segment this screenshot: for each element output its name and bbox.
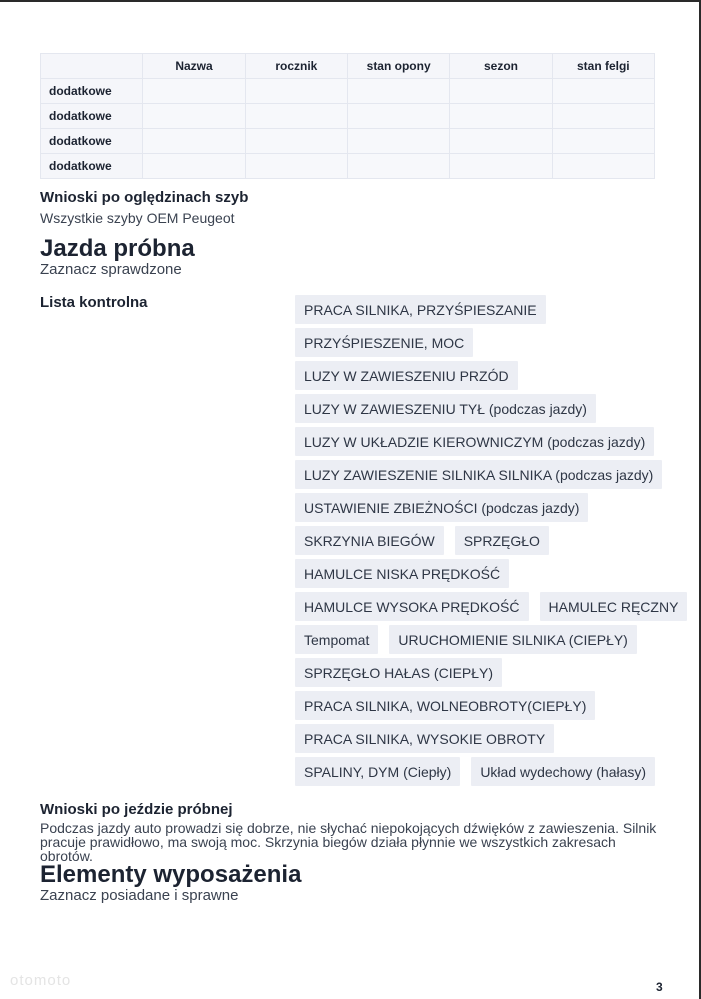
equipment-subtitle: Zaznacz posiadane i sprawne: [40, 887, 239, 904]
checklist-row: [295, 427, 665, 456]
checklist-item[interactable]: URUCHOMIENIE SILNIKA (CIEPŁY): [389, 625, 637, 654]
page-number: 3: [656, 980, 663, 994]
checklist-row: [295, 559, 665, 588]
checklist-row: [295, 295, 665, 324]
table-cell: [552, 79, 654, 104]
checklist-item[interactable]: Tempomat: [295, 625, 378, 654]
table-cell: [143, 129, 245, 154]
checklist-item[interactable]: PRACA SILNIKA, WYSOKIE OBROTY: [295, 724, 554, 753]
checklist-row: [295, 361, 665, 390]
checklist: [295, 295, 679, 790]
checklist-item[interactable]: LUZY ZAWIESZENIE SILNIKA SILNIKA (podczas jazdy): [295, 460, 662, 489]
checklist-item[interactable]: PRZYŚPIESZENIE, MOC: [295, 328, 473, 357]
checklist-row: [295, 526, 665, 555]
table-cell: [347, 129, 449, 154]
page-border-top: [0, 0, 701, 2]
tires-table-row-label: dodatkowe: [41, 104, 143, 129]
checklist-row: [295, 625, 665, 654]
table-cell: [143, 104, 245, 129]
checklist-row: [295, 328, 665, 357]
table-row: [41, 154, 655, 179]
checklist-row: [295, 394, 665, 423]
checklist-item[interactable]: SPRZĘGŁO: [455, 526, 549, 555]
table-cell: [450, 104, 552, 129]
checklist-item[interactable]: SPRZĘGŁO HAŁAS (CIEPŁY): [295, 658, 502, 687]
windows-conclusions-text: Wszystkie szyby OEM Peugeot: [40, 210, 235, 226]
checklist-item[interactable]: SPALINY, DYM (Ciepły): [295, 757, 460, 786]
checklist-item[interactable]: LUZY W ZAWIESZENIU PRZÓD: [295, 361, 518, 390]
tires-table-header-row: [41, 54, 655, 79]
checklist-label: Lista kontrolna: [40, 294, 148, 311]
checklist-item[interactable]: HAMULEC RĘCZNY: [540, 592, 688, 621]
table-cell: [245, 79, 347, 104]
table-cell: [552, 129, 654, 154]
watermark-logo: otomoto: [10, 972, 72, 989]
tires-table-header-corner: [41, 54, 143, 79]
checklist-item[interactable]: HAMULCE WYSOKA PRĘDKOŚĆ: [295, 592, 529, 621]
table-cell: [143, 79, 245, 104]
checklist-row: [295, 493, 665, 522]
checklist-row: [295, 592, 679, 621]
table-cell: [245, 104, 347, 129]
checklist-item[interactable]: SKRZYNIA BIEGÓW: [295, 526, 444, 555]
table-row: [41, 129, 655, 154]
table-cell: [143, 154, 245, 179]
test-drive-title: Jazda próbna: [40, 235, 195, 262]
table-cell: [450, 79, 552, 104]
table-cell: [347, 79, 449, 104]
tires-table-header-year: rocznik: [245, 54, 347, 79]
table-cell: [450, 129, 552, 154]
table-cell: [552, 104, 654, 129]
checklist-row: [295, 757, 665, 786]
tires-table: [40, 53, 655, 179]
windows-conclusions-title: Wnioski po oględzinach szyb: [40, 189, 249, 206]
table-cell: [347, 154, 449, 179]
tires-table-header-season: sezon: [450, 54, 552, 79]
table-cell: [245, 154, 347, 179]
tires-table-header-rim-condition: stan felgi: [552, 54, 654, 79]
checklist-row: [295, 691, 665, 720]
table-cell: [347, 104, 449, 129]
drive-conclusions-text: Podczas jazdy auto prowadzi się dobrze, nie słychać niepokojących dźwięków z zawieszenia. Silnik pracuje prawidłowo, ma swoją moc. Skrzynia biegów działa płynnie we wszystkich zakresach obrotów.: [40, 820, 657, 864]
table-row: [41, 104, 655, 129]
checklist-item[interactable]: USTAWIENIE ZBIEŻNOŚCI (podczas jazdy): [295, 493, 588, 522]
tires-table-header-name: Nazwa: [143, 54, 245, 79]
tires-table-row-label: dodatkowe: [41, 79, 143, 104]
tires-table-row-label: dodatkowe: [41, 129, 143, 154]
checklist-item[interactable]: PRACA SILNIKA, PRZYŚPIESZANIE: [295, 295, 546, 324]
checklist-row: [295, 724, 665, 753]
tires-table-header-tire-condition: stan opony: [347, 54, 449, 79]
checklist-item[interactable]: HAMULCE NISKA PRĘDKOŚĆ: [295, 559, 509, 588]
checklist-item[interactable]: LUZY W UKŁADZIE KIEROWNICZYM (podczas jazdy): [295, 427, 654, 456]
test-drive-subtitle: Zaznacz sprawdzone: [40, 261, 182, 278]
checklist-item[interactable]: LUZY W ZAWIESZENIU TYŁ (podczas jazdy): [295, 394, 596, 423]
checklist-item[interactable]: PRACA SILNIKA, WOLNEOBROTY(CIEPŁY): [295, 691, 595, 720]
table-cell: [552, 154, 654, 179]
table-cell: [450, 154, 552, 179]
table-cell: [245, 129, 347, 154]
tires-table-row-label: dodatkowe: [41, 154, 143, 179]
checklist-item[interactable]: Układ wydechowy (hałasy): [471, 757, 655, 786]
checklist-row: [295, 460, 665, 489]
equipment-title: Elementy wyposażenia: [40, 861, 302, 888]
table-row: [41, 79, 655, 104]
drive-conclusions-title: Wnioski po jeździe próbnej: [40, 801, 233, 818]
checklist-row: [295, 658, 665, 687]
